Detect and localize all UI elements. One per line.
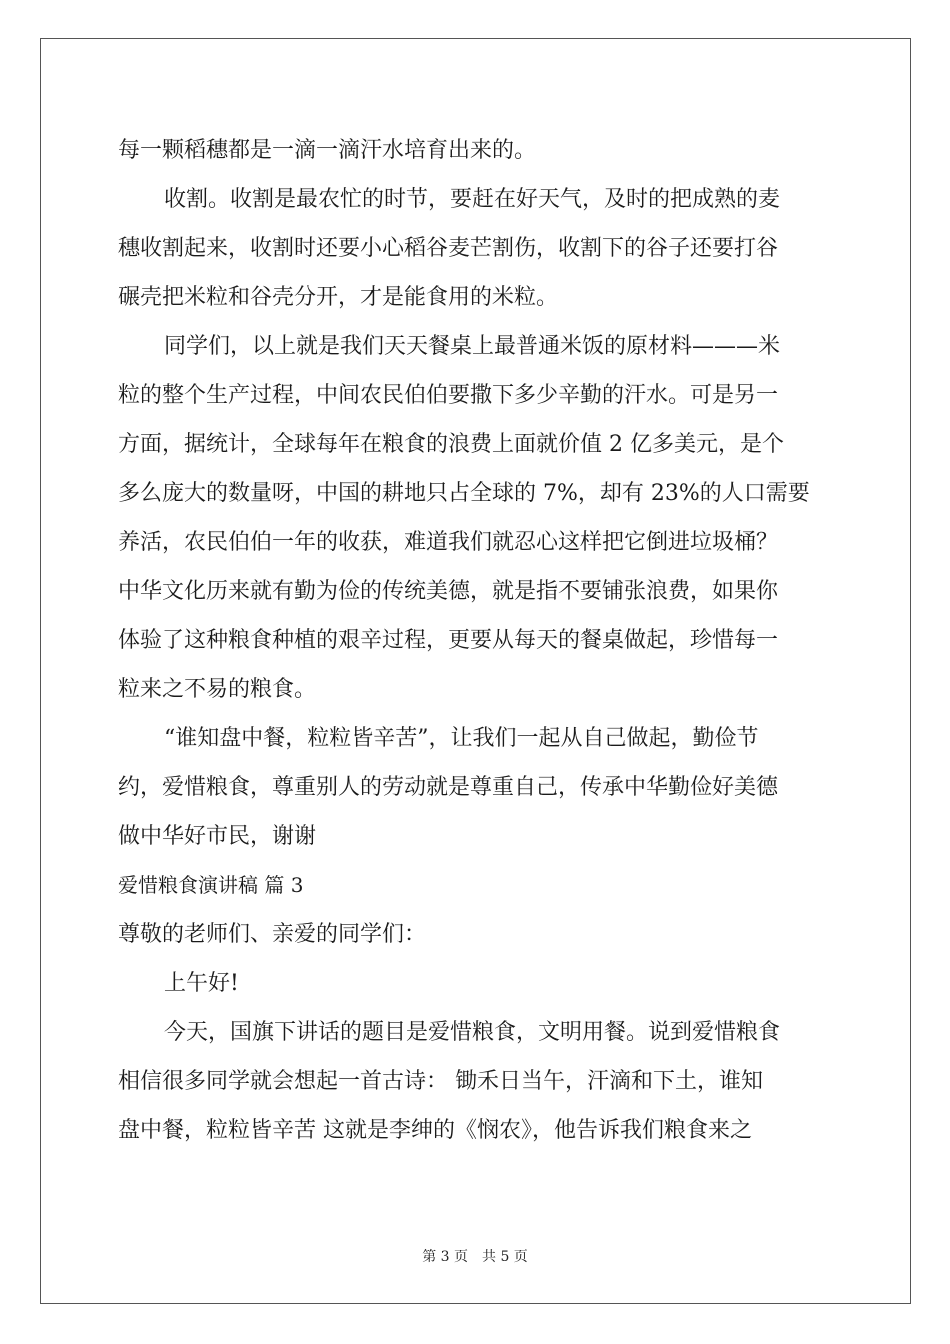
text-line: 做中华好市民，谢谢 xyxy=(118,824,317,849)
text-line: 今天，国旗下讲话的题目是爱惜粮食，文明用餐。说到爱惜粮食 xyxy=(164,1020,781,1045)
text-line: 粒来之不易的粮食。 xyxy=(118,677,317,702)
document-body xyxy=(118,126,838,1155)
page-number: 第 3 页 共 5 页 xyxy=(422,1249,528,1265)
text-line: 中华文化历来就有勤为俭的传统美德，就是指不要铺张浪费，如果你 xyxy=(118,579,779,604)
text-line: “谁知盘中餐，粒粒皆辛苦”，让我们一起从自己做起，勤俭节 xyxy=(164,726,759,751)
text-line: 收割。收割是最农忙的时节，要赶在好天气，及时的把成熟的麦 xyxy=(164,187,781,212)
text-line: 养活，农民伯伯一年的收获，难道我们就忍心这样把它倒进垃圾桶？ xyxy=(118,530,779,555)
text-line: 盘中餐，粒粒皆辛苦 这就是李绅的《悯农》，他告诉我们粮食来之 xyxy=(118,1118,752,1143)
text-line: 相信很多同学就会想起一首古诗： 锄禾日当午，汗滴和下土，谁知 xyxy=(118,1069,763,1094)
text-line: 穗收割起来，收割时还要小心稻谷麦芒割伤，收割下的谷子还要打谷 xyxy=(118,236,779,261)
greeting: 上午好! xyxy=(164,971,239,996)
text-line: 碾壳把米粒和谷壳分开，才是能食用的米粒。 xyxy=(118,285,559,310)
text-line: 体验了这种粮食种植的艰辛过程，更要从每天的餐桌做起，珍惜每一 xyxy=(118,628,779,653)
text-line: 同学们，以上就是我们天天餐桌上最普通米饭的原材料———米 xyxy=(164,334,781,359)
text-line: 多么庞大的数量呀，中国的耕地只占全球的 7%，却有 23%的人口需要 xyxy=(118,481,810,506)
text-line: 方面，据统计，全球每年在粮食的浪费上面就价值 2 亿多美元，是个 xyxy=(118,432,784,457)
section-heading: 爱惜粮食演讲稿 篇 3 xyxy=(118,873,304,897)
text-line: 粒的整个生产过程，中间农民伯伯要撒下多少辛勤的汗水。可是另一 xyxy=(118,383,779,408)
text-line: 每一颗稻穗都是一滴一滴汗水培育出来的。 xyxy=(118,138,537,163)
text-line: 约，爱惜粮食，尊重别人的劳动就是尊重自己，传承中华勤俭好美德 xyxy=(118,775,779,800)
salutation: 尊敬的老师们、亲爱的同学们： xyxy=(118,922,427,947)
